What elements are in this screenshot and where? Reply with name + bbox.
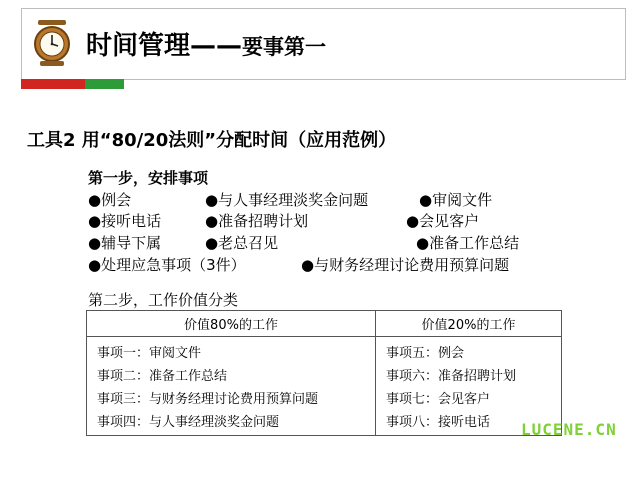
list-item: ●会见客户 bbox=[406, 212, 480, 230]
step2-heading: 第二步，工作价值分类 bbox=[88, 291, 239, 309]
section-subtitle: 工具2 用“80/20法则”分配时间（应用范例） bbox=[27, 130, 397, 151]
table-row: 事项二：准备工作总结 bbox=[97, 369, 228, 384]
list-item: ●辅导下属 bbox=[88, 234, 162, 252]
clock-icon bbox=[32, 18, 72, 68]
list-item: ●接听电话 bbox=[88, 212, 162, 230]
step1-heading: 第一步，安排事项 bbox=[88, 169, 209, 187]
title-main: 时间管理 bbox=[86, 31, 191, 61]
accent-bar-red bbox=[21, 79, 85, 89]
accent-bar-green bbox=[85, 79, 124, 89]
list-item: ●准备招聘计划 bbox=[205, 212, 309, 230]
list-item: ●审阅文件 bbox=[419, 191, 493, 209]
page-title bbox=[86, 25, 326, 62]
table-row: 事项六：准备招聘计划 bbox=[386, 369, 517, 384]
list-item: ●与人事经理淡奖金问题 bbox=[205, 191, 369, 209]
table-row: 事项四：与人事经理淡奖金问题 bbox=[97, 415, 280, 430]
list-item: ●例会 bbox=[88, 191, 132, 209]
table-cell-80 bbox=[87, 337, 376, 436]
list-item: ●与财务经理讨论费用预算问题 bbox=[301, 256, 510, 274]
table-row: 事项三：与财务经理讨论费用预算问题 bbox=[97, 392, 319, 407]
list-item: ●准备工作总结 bbox=[416, 234, 520, 252]
title-sub: 要事第一 bbox=[242, 35, 327, 59]
table-row: 事项一：审阅文件 bbox=[97, 346, 202, 361]
watermark-logo: LUCENE.CN bbox=[521, 420, 617, 439]
table-header-80: 价值80%的工作 bbox=[87, 311, 376, 337]
list-item: ●老总召见 bbox=[205, 234, 279, 252]
value-table bbox=[86, 310, 562, 436]
table-row: 事项八：接听电话 bbox=[386, 415, 491, 430]
table-row: 事项五：例会 bbox=[386, 346, 465, 361]
list-item: ●处理应急事项（3件） bbox=[88, 256, 246, 274]
title-dash: —— bbox=[190, 31, 243, 61]
table-header-20: 价值20%的工作 bbox=[376, 311, 562, 337]
table-row: 事项七：会见客户 bbox=[386, 392, 491, 407]
